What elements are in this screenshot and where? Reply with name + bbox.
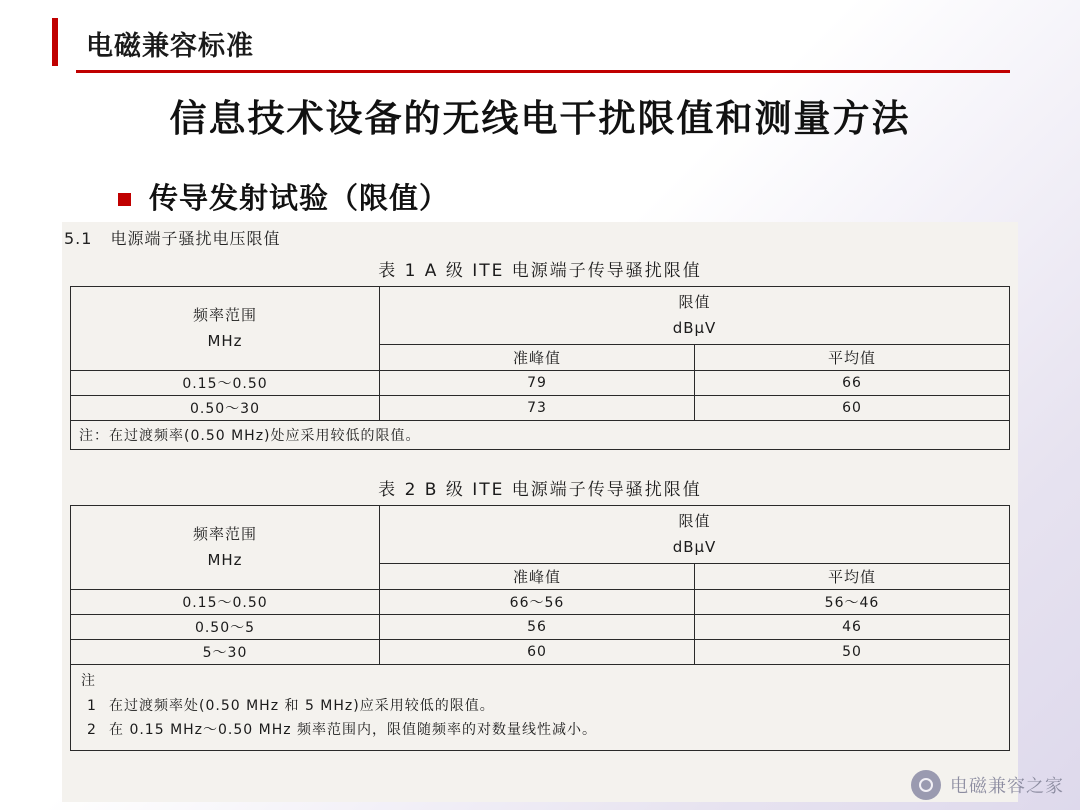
table-b-note-item-2-text: 在 0.15 MHz～0.50 MHz 频率范围内，限值随频率的对数量线性减小。 <box>109 722 598 739</box>
section-number: 5.1 <box>64 229 93 248</box>
table-b-row1-quasi-peak: 56 <box>380 614 695 639</box>
table-row <box>71 614 1010 639</box>
table-b-header-frequency-line1: 频率范围 <box>192 525 257 543</box>
table-a-row0-frequency: 0.15～0.50 <box>71 370 380 395</box>
table-b-notes <box>71 664 1010 750</box>
table-b-header-limit-line1: 限值 <box>678 512 711 530</box>
table-a-row0-quasi-peak: 79 <box>380 370 695 395</box>
table-b-header-limit-line2: dBμV <box>672 538 717 557</box>
table-a-row1-frequency: 0.50～30 <box>71 395 380 420</box>
table-b-header-frequency-line2: MHz <box>207 551 243 570</box>
table-row <box>71 395 1010 420</box>
table-a-header-limit-line1: 限值 <box>678 293 711 311</box>
table-b-note-item-1 <box>81 695 999 719</box>
table-b-row1-frequency: 0.50～5 <box>71 614 380 639</box>
table-b-row2-frequency: 5～30 <box>71 639 380 664</box>
table-b-caption: 表 2 B 级 ITE 电源端子传导骚扰限值 <box>378 480 702 500</box>
table-a-header-frequency <box>71 287 380 371</box>
table-b-note-item-2 <box>81 719 999 743</box>
table-row <box>71 370 1010 395</box>
table-b-note-item-1-index: 1 <box>87 698 97 715</box>
table-row <box>71 420 1010 449</box>
section-title: 电源端子骚扰电压限值 <box>110 229 281 248</box>
table-a-row1-quasi-peak: 73 <box>380 395 695 420</box>
table-a-header-limit <box>380 287 1010 345</box>
table-b-subheader-average: 平均值 <box>695 563 1010 589</box>
table-row <box>71 639 1010 664</box>
table-a-header-frequency-line2: MHz <box>207 332 243 351</box>
table-b-row0-frequency: 0.15～0.50 <box>71 589 380 614</box>
bullet-label: 传导发射试验（限值） <box>149 181 450 215</box>
section-heading <box>64 226 281 249</box>
table-a-subheader-quasi-peak: 准峰值 <box>380 344 695 370</box>
watermark-logo-icon <box>911 770 941 800</box>
table-b-note-title: 注 <box>81 672 96 689</box>
table-a-row0-average: 66 <box>695 370 1010 395</box>
header-divider <box>76 70 1010 73</box>
table-row <box>71 664 1010 750</box>
table-b-header-limit <box>380 506 1010 564</box>
table-b-row0-average: 56～46 <box>695 589 1010 614</box>
table-b-row2-average: 50 <box>695 639 1010 664</box>
table-b-header-frequency <box>71 506 380 590</box>
table-row <box>71 287 1010 345</box>
table-a-subheader-average: 平均值 <box>695 344 1010 370</box>
watermark <box>911 770 1064 800</box>
table-b-row2-quasi-peak: 60 <box>380 639 695 664</box>
square-bullet-icon <box>118 193 131 206</box>
table-b-row1-average: 46 <box>695 614 1010 639</box>
bullet-item <box>118 176 449 217</box>
table-row <box>71 589 1010 614</box>
table-a-row1-average: 60 <box>695 395 1010 420</box>
table-row <box>71 506 1010 564</box>
table-b-class-b-limits <box>70 505 1010 751</box>
table-b-note-item-1-text: 在过渡频率处(0.50 MHz 和 5 MHz)应采用较低的限值。 <box>109 698 495 715</box>
table-b-note-item-2-index: 2 <box>87 722 97 739</box>
scanned-standard-excerpt <box>62 222 1018 802</box>
table-b-subheader-quasi-peak: 准峰值 <box>380 563 695 589</box>
slide-header: 电磁兼容标准 <box>86 31 254 62</box>
table-a-header-frequency-line1: 频率范围 <box>192 306 257 324</box>
page-title: 信息技术设备的无线电干扰限值和测量方法 <box>169 96 911 140</box>
header-accent-bar <box>52 18 58 66</box>
table-a-note: 注：在过渡频率(0.50 MHz)处应采用较低的限值。 <box>71 420 1010 449</box>
watermark-label: 电磁兼容之家 <box>950 776 1064 797</box>
table-b-row0-quasi-peak: 66～56 <box>380 589 695 614</box>
table-a-class-a-limits <box>70 286 1010 450</box>
table-a-header-limit-line2: dBμV <box>672 319 717 338</box>
table-a-caption: 表 1 A 级 ITE 电源端子传导骚扰限值 <box>378 261 702 281</box>
